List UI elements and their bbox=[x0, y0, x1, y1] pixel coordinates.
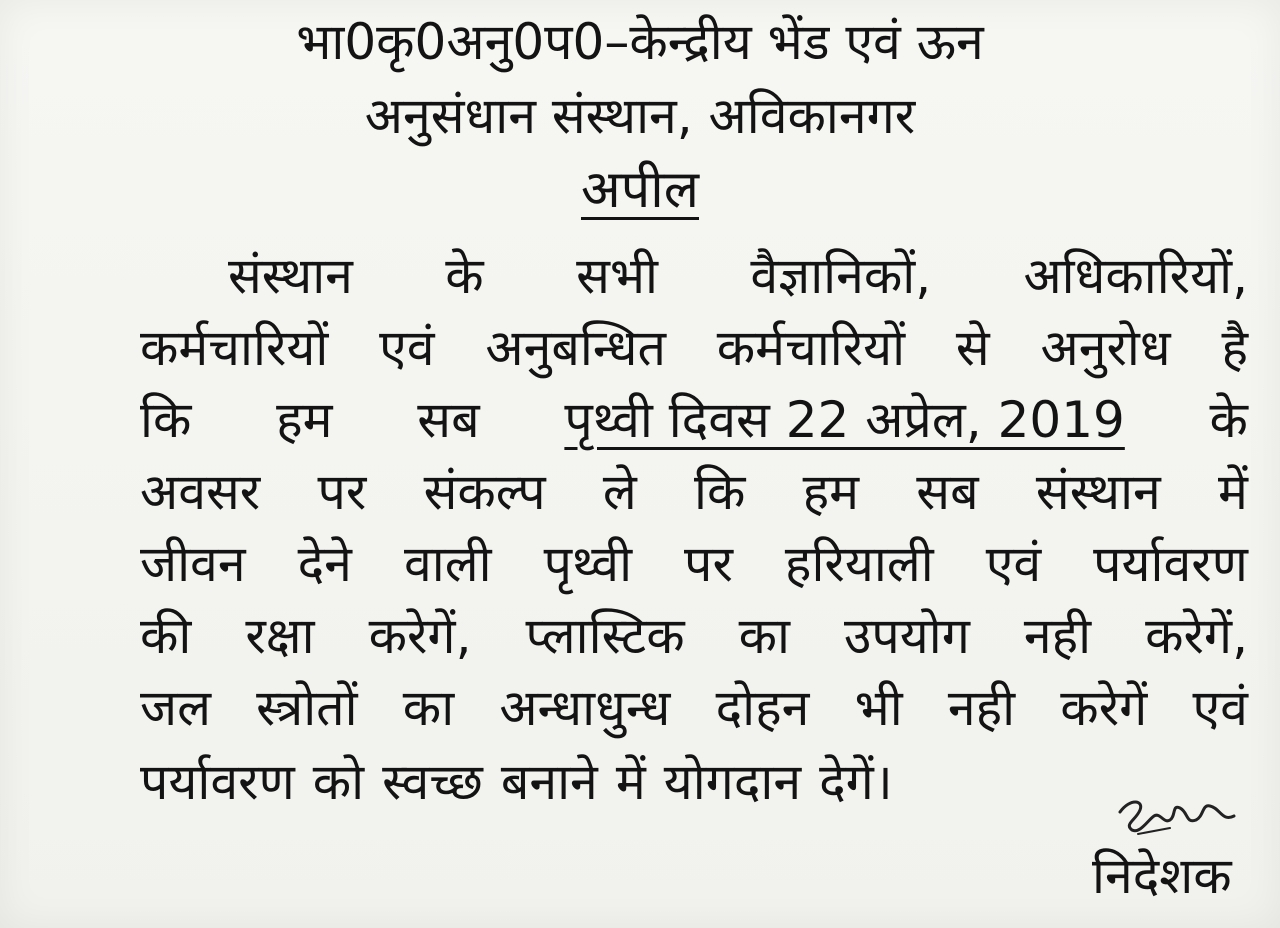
word: दोहन bbox=[715, 679, 810, 737]
word: वैज्ञानिकों, bbox=[750, 247, 932, 305]
institute-name-line-1: भा0कृ0अनु0प0–केन्द्रीय भेंड एवं ऊन bbox=[296, 13, 984, 71]
body-line-2 bbox=[140, 318, 1248, 378]
word: देने bbox=[297, 535, 352, 593]
word: संस्थान bbox=[228, 247, 353, 305]
word: नही bbox=[947, 679, 1016, 737]
appeal-heading-text: अपील bbox=[581, 160, 699, 220]
word: पर bbox=[317, 463, 367, 521]
word: स्वच्छ bbox=[382, 753, 483, 811]
word: पर्यावरण bbox=[1093, 535, 1248, 593]
word: एवं bbox=[1192, 679, 1248, 737]
word: कि bbox=[694, 463, 746, 521]
word: की bbox=[140, 607, 192, 665]
earth-day-date: पृथ्वी दिवस 22 अप्रेल, 2019 bbox=[564, 391, 1125, 449]
word: कि bbox=[140, 391, 192, 449]
word: जल bbox=[140, 679, 211, 737]
word: अन्धाधुन्ध bbox=[499, 679, 671, 737]
word: रक्षा bbox=[245, 607, 315, 665]
word: जीवन bbox=[140, 535, 246, 593]
word: पर bbox=[684, 535, 733, 593]
word: उपयोग bbox=[843, 607, 970, 665]
word: हम bbox=[276, 391, 333, 449]
word: में bbox=[615, 753, 646, 811]
word: के bbox=[1209, 391, 1248, 449]
word: कर्मचारियों bbox=[716, 319, 906, 377]
body-line-5 bbox=[140, 534, 1248, 594]
word: अनुबन्धित bbox=[485, 319, 666, 377]
word: है bbox=[1221, 319, 1248, 377]
body-line-7 bbox=[140, 678, 1248, 738]
word: ले bbox=[602, 463, 637, 521]
word: अनुरोध bbox=[1040, 319, 1171, 377]
word: के bbox=[445, 247, 484, 305]
word: संकल्प bbox=[423, 463, 546, 521]
body-line-8 bbox=[140, 752, 893, 812]
director-designation: निदेशक bbox=[1092, 847, 1232, 905]
word: सब bbox=[417, 391, 480, 449]
word: वाली bbox=[403, 535, 492, 593]
body-line-1 bbox=[228, 246, 1248, 306]
word: स्त्रोतों bbox=[256, 679, 358, 737]
word: करेगें, bbox=[368, 607, 472, 665]
word: देगें। bbox=[819, 753, 893, 811]
word: कर्मचारियों bbox=[140, 319, 329, 377]
word: पृथ्वी bbox=[543, 535, 633, 593]
word: का bbox=[738, 607, 790, 665]
word: प्लास्टिक bbox=[525, 607, 685, 665]
word: अवसर bbox=[140, 463, 261, 521]
body-line-3 bbox=[140, 390, 1248, 450]
body-line-4 bbox=[140, 462, 1248, 522]
word: भी bbox=[854, 679, 903, 737]
word: एवं bbox=[379, 319, 435, 377]
word: हम bbox=[802, 463, 860, 521]
word: को bbox=[312, 753, 365, 811]
word: नही bbox=[1023, 607, 1092, 665]
word: से bbox=[955, 319, 990, 377]
word: करेगें, bbox=[1145, 607, 1248, 665]
word: पर्यावरण bbox=[140, 753, 295, 811]
word: एवं bbox=[985, 535, 1042, 593]
word: सब bbox=[916, 463, 979, 521]
word: हरियाली bbox=[784, 535, 934, 593]
word: में bbox=[1218, 463, 1248, 521]
body-line-6 bbox=[140, 606, 1248, 666]
word: संस्थान bbox=[1035, 463, 1161, 521]
word: योगदान bbox=[663, 753, 802, 811]
handwritten-signature bbox=[1110, 790, 1250, 840]
word: करेगें bbox=[1060, 679, 1148, 737]
word: सभी bbox=[576, 247, 658, 305]
institute-name-line-2: अनुसंधान संस्थान, अविकानगर bbox=[364, 87, 916, 145]
word: अधिकारियों, bbox=[1023, 247, 1248, 305]
word: का bbox=[402, 679, 455, 737]
appeal-heading bbox=[0, 160, 1280, 220]
word: बनाने bbox=[500, 753, 598, 811]
